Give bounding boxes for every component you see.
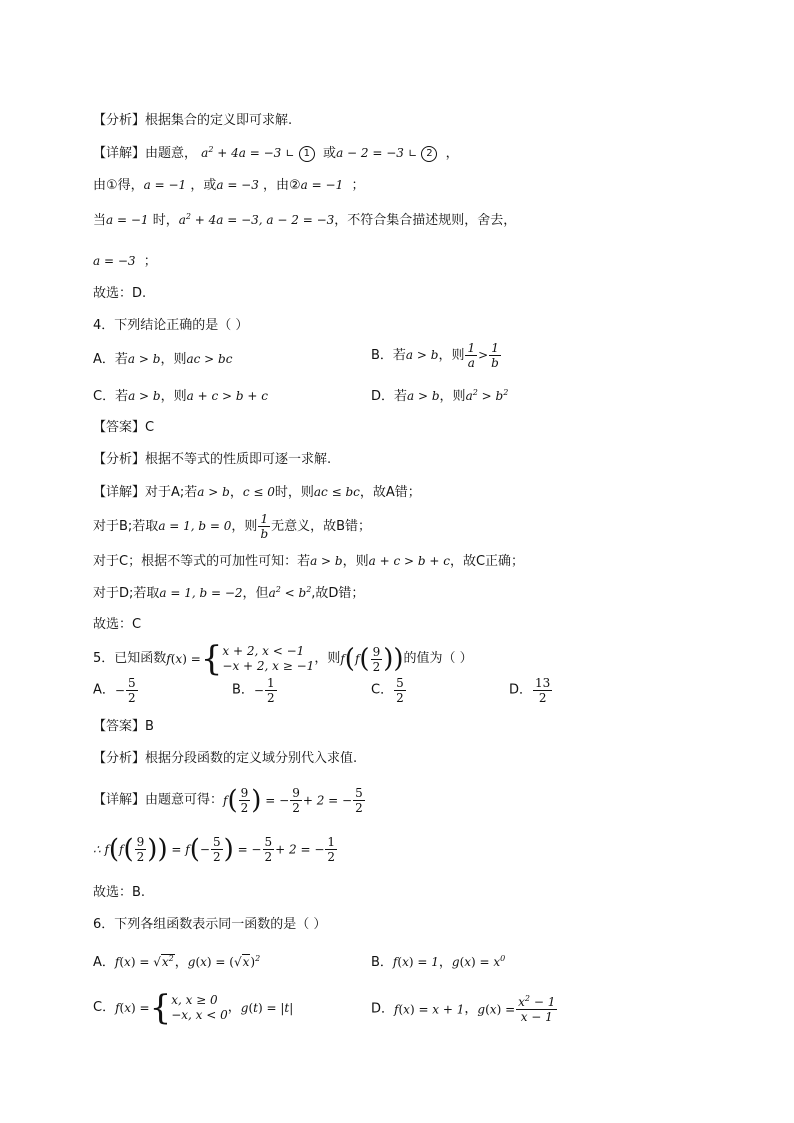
question-4: 4．下列结论正确的是（ ） — [93, 318, 249, 333]
detail-line-4: a = −3 ； — [93, 254, 157, 269]
q4-selection: 故选：C — [93, 617, 142, 632]
q4-detail-2: 对于B;若取a = 1, b = 0，则 $\frac{1}{b}$ 无意义，故B错； — [93, 512, 372, 541]
q4-detail-3: 对于C；根据不等式的可加性可知：若a > b，则a + c > b + c，故C正确； — [93, 554, 525, 569]
q5-option-c: C． $\frac{5}{2}$ — [371, 676, 404, 705]
q5-answer: 【答案】B — [93, 719, 154, 734]
q6-option-a: A．$f(x) = √x^2$，$g(x) = (√x)^2$ — [93, 954, 261, 970]
q5-option-b: B．− $\frac{1}{2}$ — [232, 676, 275, 705]
q5-detail-2: ∴ f(f( $\frac{9}{2}$ )) = f(− $\frac{5}{2}$ ) = − $\frac{5}{2}$ + 2 = − $\frac{1}{2}$ — [93, 834, 336, 865]
q4-answer: 【答案】C — [93, 420, 155, 435]
q4-detail-1: 【详解】对于A;若a > b，c ≤ 0时，则ac ≤ bc，故A错； — [93, 485, 421, 500]
question-5: 5．已知函数f(x) ={ x + 2, x < −1 −x + 2, x ≥ −1 ，则f(f( $\frac{9}{2}$ ))的值为（ ） — [93, 639, 473, 679]
q4-option-b: B．若a > b，则 $\frac{1}{a}$ > $\frac{1}{b}$ — [371, 341, 499, 370]
q5-option-d: D． $\frac{13}{2}$ — [509, 676, 551, 705]
q4-option-c: C．若a > b，则a + c > b + c — [93, 389, 268, 404]
q5-option-a: A．− $\frac{5}{2}$ — [93, 676, 136, 705]
q5-analysis: 【分析】根据分段函数的定义域分别代入求值. — [93, 751, 358, 766]
q5-selection: 故选：B. — [93, 885, 146, 900]
q6-option-c: C．f(x) ={ x, x ≥ 0 −x, x < 0 ，g(t) = |t| — [93, 988, 294, 1028]
detail-line-3: 当a = −1 时，$a^2 + 4a = -3$, a − 2 = −3，不符合集合描述规则，舍去， — [93, 212, 517, 228]
q6-option-d: D．f(x) = x + 1，g(x) = $\frac{x^2 - 1}{x - 1}$ — [371, 994, 556, 1024]
selection-line: 故选：D. — [93, 286, 147, 301]
q4-analysis: 【分析】根据不等式的性质即可逐一求解. — [93, 452, 332, 467]
q5-detail-1: 【详解】由题意可得：f( $\frac{9}{2}$ ) = − $\frac{9}{2}$ + 2 = − $\frac{5}{2}$ — [93, 785, 363, 816]
detail-line-2: 由①得，a = −1 ，或a = −3 ，由②a = −1 ； — [93, 178, 365, 193]
q4-option-a: A．若a > b，则ac > bc — [93, 352, 233, 367]
analysis-line: 【分析】根据集合的定义即可求解. — [93, 113, 293, 128]
question-6: 6．下列各组函数表示同一函数的是（ ） — [93, 917, 327, 932]
q6-option-b: B．f(x) = 1，$g(x) = x^0$ — [371, 954, 506, 970]
detail-tag: 【详解】 — [93, 146, 146, 161]
detail-line: 【详解】由题意， $a^2 + 4a = -3$ ∟ 1 或a − 2 = −3 ∟ 2 ， — [93, 145, 459, 161]
q4-option-d: D．若a > b，则$a^2 > b^2$ — [371, 388, 509, 404]
q4-detail-4: 对于D;若取a = 1, b = −2，但$a^2 < b^2$,故D错； — [93, 585, 365, 601]
analysis-tag: 【分析】 — [93, 113, 146, 128]
